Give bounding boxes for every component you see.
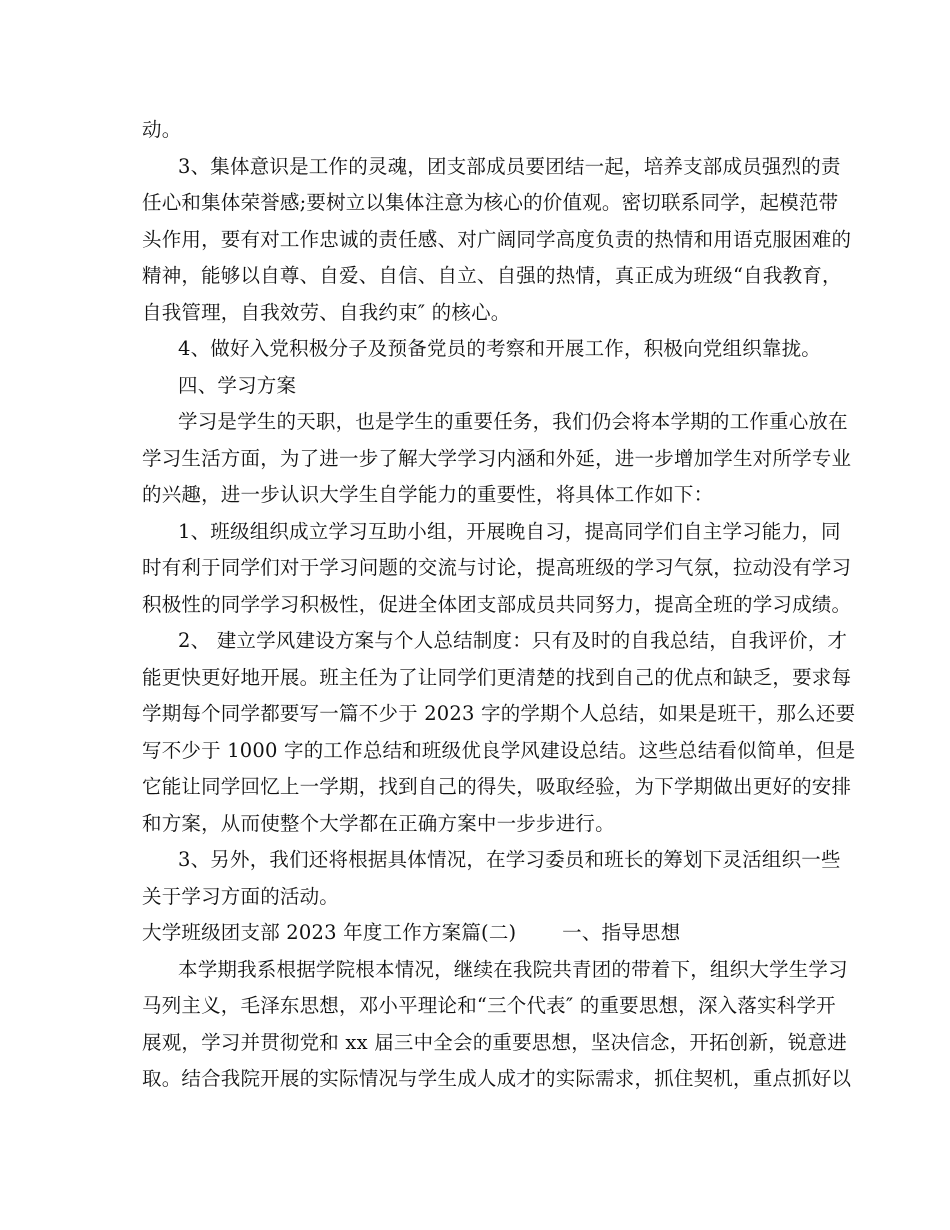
text-line: 3、另外，我们还将根据具体情况，在学习委员和班长的筹划下灵活组织一些	[178, 848, 841, 871]
paragraph-study-item3	[142, 842, 841, 915]
text-line: 3、集体意识是工作的灵魂，团支部成员要团结一起，培养支部成员强烈的责	[178, 154, 841, 178]
text-line: 和方案，从而使整个大学都在正确方案中一步步进行。	[142, 811, 615, 835]
text-line: 关于学习方面的活动。	[142, 884, 340, 908]
text-line: 本学期我系根据学院根本情况，继续在我院共青团的带着下，组织大学生学习	[178, 957, 848, 981]
text-line: 1、班级组织成立学习互助小组，开展晚自习，提高同学们自主学习能力，同	[178, 519, 841, 543]
text-line: 取。结合我院开展的实际情况与学生成人成才的实际需求，抓住契机，重点抓好以	[142, 1067, 852, 1090]
text-line: 学习是学生的天职，也是学生的重要任务，我们仍会将本学期的工作重心放在	[178, 410, 848, 433]
text-line: 自我管理，自我效劳、自我约束″ 的核心。	[142, 300, 511, 324]
text-line: 任心和集体荣誉感;要树立以集体注意为核心的价值观。密切联系同学，起模范带	[142, 191, 839, 214]
text-line: 积极性的同学学习积极性，促进全体团支部成员共同努力，提高全班的学习成绩。	[142, 592, 852, 616]
text-line: 头作用，要有对工作忠诚的责任感、对广阔同学高度负责的热情和用语克服困难的	[142, 227, 852, 251]
text-line: 的兴趣，进一步认识大学生自学能力的重要性，将具体工作如下：	[142, 483, 714, 506]
paragraph-study-item1	[142, 514, 852, 624]
text-line: 马列主义，毛泽东思想，邓小平理论和“三个代表″ 的重要思想，深入落实科学开	[142, 994, 836, 1017]
paragraph-heading-study	[142, 368, 812, 405]
text-line: 4、做好入党积极分子及预备党员的考察和开展工作，积极向党组织靠拢。	[178, 337, 822, 360]
text-line: 2、 建立学风建设方案与个人总结制度：只有及时的自我总结，自我评价，才	[178, 629, 848, 652]
paragraph-study-intro	[142, 404, 852, 514]
paragraph-item3-collective	[142, 149, 852, 332]
text-line: 它能让同学回忆上一学期，找到自己的得失，吸取经验，为下学期做出更好的安排	[142, 775, 852, 798]
text-line: 动。	[142, 118, 182, 141]
text-line: 时有利于同学们对于学习问题的交流与讨论，提高班级的学习气氛，拉动没有学习	[142, 556, 852, 579]
text-line: 展观，学习并贯彻党和 xx 届三中全会的重要思想，坚决信念，开拓创新，锐意进	[142, 1030, 847, 1054]
document-body	[142, 112, 856, 1098]
text-line: 精神，能够以自尊、自爱、自信、自立、自强的热情，真正成为班级“自我教育，	[142, 264, 842, 287]
text-line: 学期每个同学都要写一篇不少于 2023 字的学期个人总结，如果是班干，那么还要	[142, 702, 856, 725]
text-line: 写不少于 1000 字的工作总结和班级优良学风建设总结。这些总结看似简单，但是	[142, 738, 856, 762]
text-line: 能更快更好地开展。班主任为了让同学们更清楚的找到自己的优点和缺乏，要求每	[142, 665, 852, 689]
paragraph-study-item2	[142, 623, 856, 842]
text-line: 学习生活方面，为了进一步了解大学学习内涵和外延，进一步增加学生对所学专业	[142, 446, 852, 470]
text-line: 四、学习方案	[178, 373, 297, 397]
paragraph-item4-party	[142, 331, 822, 368]
paragraph-section-title	[142, 915, 812, 952]
paragraph-continuation	[142, 112, 812, 149]
paragraph-guiding-thought	[142, 952, 852, 1098]
text-line: 大学班级团支部 2023 年度工作方案篇(二) 一、指导思想	[142, 921, 681, 944]
